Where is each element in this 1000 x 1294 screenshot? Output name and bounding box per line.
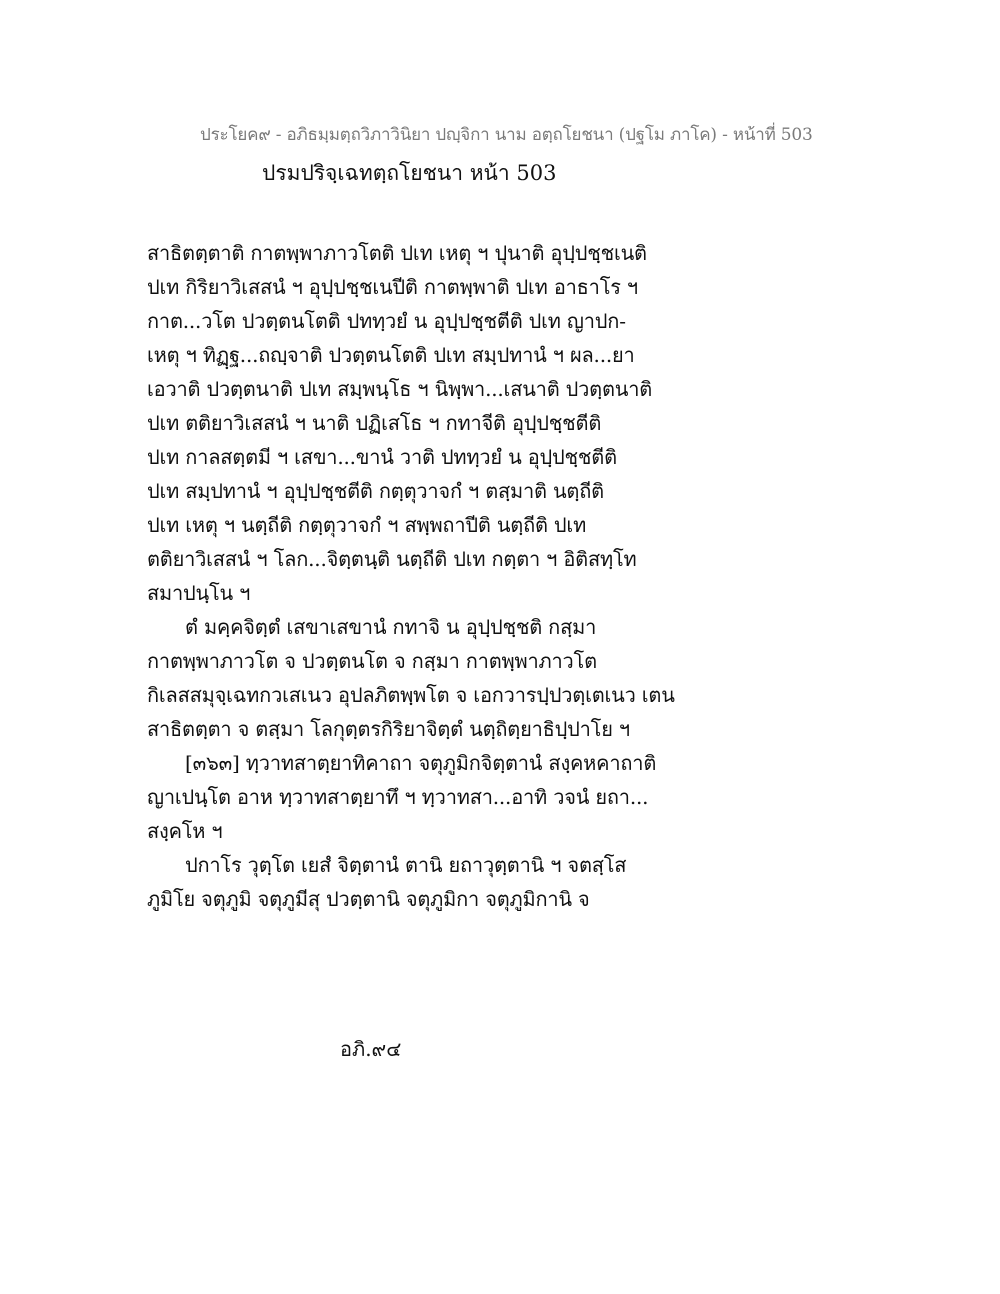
text-line: สาธิตตฺตาติ กาตพฺพาภาวโตติ ปเท เหตุ ฯ ปุนาติ อุปฺปชฺชเนติ: [147, 241, 647, 265]
text-line: สาธิตตฺตา จ ตสฺมา โลกุตฺตรกิริยาจิตฺตํ นตฺถิตฺยาธิปฺปาโย ฯ: [147, 717, 630, 741]
text-line: กิเลสสมุจฺเฉทกวเสเนว อุปลภิตพฺพโต จ เอกวารปฺปวตฺเตเนว เตน: [147, 683, 675, 707]
text-line: เอวาติ ปวตฺตนาติ ปเท สมฺพนฺโธ ฯ นิพฺพา...เสนาติ ปวตฺตนาติ: [147, 377, 653, 401]
page-code: อภิ.๙๔: [340, 1037, 402, 1061]
text-line: ตติยาวิเสสนํ ฯ โลก...จิตฺตนฺติ นตฺถีติ ปเท กตฺตา ฯ อิติสทฺโท: [147, 547, 637, 571]
body-text: [147, 236, 675, 916]
text-line: ปกาโร วุตฺโต เยสํ จิตฺตานํ ตานิ ยถาวุตฺตานิ ฯ จตสฺโส: [185, 853, 627, 877]
running-header: ประโยค๙ - อภิธมฺมตฺถวิภาวินิยา ปญฺจิกา นาม อตฺถโยชนา (ปฐโม ภาโค) - หน้าที่ 503: [200, 125, 813, 145]
text-line: ตํ มคฺคจิตฺตํ เสขาเสขานํ กทาจิ น อุปฺปชฺชติ กสฺมา: [185, 615, 597, 639]
text-line: ภูมิโย จตุภูมิ จตุภูมีสุ ปวตฺตานิ จตุภูมิกา จตุภูมิกานิ จ: [147, 887, 590, 911]
text-line: ปเท เหตุ ฯ นตฺถีติ กตฺตุวาจกํ ฯ สพฺพถาปีติ นตฺถีติ ปเท: [147, 513, 587, 537]
text-line: สมาปนฺโน ฯ: [147, 581, 251, 605]
text-line: ปเท ตติยาวิเสสนํ ฯ นาติ ปฏิเสโธ ฯ กทาจีติ อุปฺปชฺชตีติ: [147, 411, 602, 435]
text-line: [๓๖๓] ทฺวาทสาตฺยาทิคาถา จตุภูมิกจิตฺตานํ สงฺคหคาถาติ: [185, 751, 657, 775]
text-line: สงฺคโห ฯ: [147, 819, 223, 843]
text-line: เหตุ ฯ ทิฏฺฐ...ถญฺจาติ ปวตฺตนโตติ ปเท สมฺปทานํ ฯ ผล...ยา: [147, 343, 635, 367]
text-line: กาตพฺพาภาวโต จ ปวตฺตนโต จ กสฺมา กาตพฺพาภาวโต: [147, 649, 597, 673]
text-line: ปเท สมฺปทานํ ฯ อุปฺปชฺชตีติ กตฺตุวาจกํ ฯ ตสฺมาติ นตฺถีติ: [147, 479, 604, 503]
text-line: กาต...วโต ปวตฺตนโตติ ปททฺวยํ น อุปฺปชฺชตีติ ปเท ญาปก-: [147, 309, 626, 333]
text-line: ปเท กิริยาวิเสสนํ ฯ อุปฺปชฺชเนปีติ กาตพฺพาติ ปเท อาธาโร ฯ: [147, 275, 638, 299]
text-line: ญาเปนฺโต อาห ทฺวาทสาตฺยาทึ ฯ ทฺวาทสา...อาทิ วจนํ ยถา...: [147, 785, 649, 809]
chapter-title: ปรมปริจฺเฉทตฺถโยชนา หน้า 503: [262, 161, 557, 185]
text-line: ปเท กาลสตฺตมี ฯ เสขา...ขานํ วาติ ปททฺวยํ น อุปฺปชฺชตีติ: [147, 445, 617, 469]
